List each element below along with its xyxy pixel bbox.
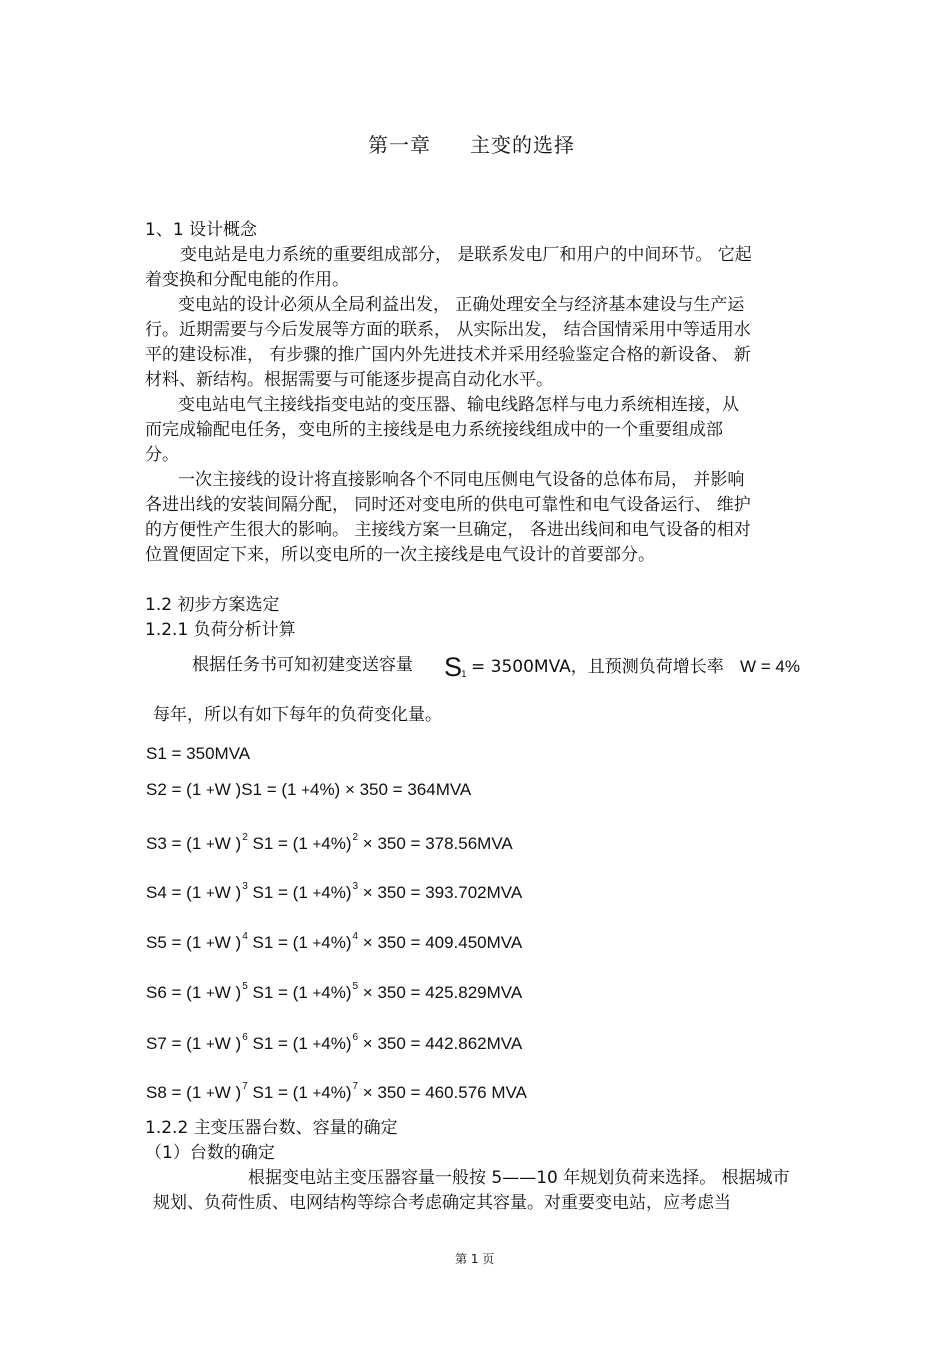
section-heading-1-2: 1.2 初步方案选定 xyxy=(145,595,280,615)
section-heading-1-1: 1、1 设计概念 xyxy=(145,220,258,240)
section-heading-1-2-1: 1.2.1 负荷分析计算 xyxy=(145,620,296,640)
chapter-title: 主变的选择 xyxy=(470,133,575,157)
paragraph-line: 变电站的设计必须从全局利益出发， 正确处理安全与经济基本建设与生产运 xyxy=(178,295,745,315)
paragraph-line: 平的建设标准， 有步骤的推广国内外先进技术并采用经验鉴定合格的新设备、 新 xyxy=(145,345,751,365)
capacity-subscript: 1 xyxy=(461,670,467,680)
paragraph-line: 材料、新结构。根据需要与可能逐步提高自动化水平。 xyxy=(145,370,553,390)
capacity-value: = 3500MVA，且预测负荷增长率 xyxy=(471,657,724,677)
page-number: 第 1 页 xyxy=(455,1252,495,1266)
intro-text: 根据任务书可知初建变送容量 xyxy=(192,655,413,675)
equation-s1: S1 = 350MVA xyxy=(146,744,251,763)
paragraph-line: 各进出线的安装间隔分配， 同时还对变电所的供电可靠性和电气设备运行、 维护 xyxy=(145,495,751,515)
paragraph-line: 着变换和分配电能的作用。 xyxy=(145,270,349,290)
equation-s5: S5 = (1 +W )$^4$ $S1 = (1 +4\%)^4 \times 350 = 409.450MVA$ xyxy=(146,931,523,952)
paragraph-line: 位置便固定下来，所以变电所的一次主接线是电气设计的首要部分。 xyxy=(145,545,655,565)
chapter-number: 第一章 xyxy=(368,133,431,157)
paragraph-line: 规划、负荷性质、电网结构等综合考虑确定其容量。对重要变电站，应考虑当 xyxy=(153,1193,731,1213)
equation-s3: S3 = (1 +W )$^2$ $S1 = (1 +4\%)^2 \times 350 = 378.56MVA$ xyxy=(146,832,513,853)
paragraph-line: 一次主接线的设计将直接影响各个不同电压侧电气设备的总体布局， 并影响 xyxy=(178,470,745,490)
paragraph-line: 变电站是电力系统的重要组成部分， 是联系发电厂和用户的中间环节。 它起 xyxy=(180,245,752,265)
equation-s2: S2 = (1 +W )S1 = (1 +4%) × 350 = 364MVA xyxy=(146,780,472,799)
subheading-count: （1）台数的确定 xyxy=(145,1143,275,1163)
equation-s4: S4 = (1 +W )$^3$ $S1 = (1 +4\%)^3 \times 350 = 393.702MVA$ xyxy=(146,881,523,902)
paragraph-line: 分。 xyxy=(145,445,179,465)
paragraph-line: 行。近期需要与今后发展等方面的联系， 从实际出发， 结合国情采用中等适用水 xyxy=(145,320,751,340)
equation-s6: S6 = (1 +W )$^5$ $S1 = (1 +4\%)^5 \times 350 = 425.829MVA$ xyxy=(146,981,523,1002)
intro-text-continued: 每年，所以有如下每年的负荷变化量。 xyxy=(153,705,442,725)
equation-s8: S8 = (1 +W )$^7$ $S1 = (1 +4\%)^7 \times 350 = 460.576$ MVA xyxy=(146,1081,527,1102)
equation-s7: S7 = (1 +W )$^6$ $S1 = (1 +4\%)^6 \times 350 = 442.862MVA$ xyxy=(146,1032,523,1053)
capacity-symbol: S xyxy=(444,652,463,682)
paragraph-line: 根据变电站主变压器容量一般按 5——10 年规划负荷来选择。 根据城市 xyxy=(248,1168,790,1188)
paragraph-line: 变电站电气主接线指变电站的变压器、输电线路怎样与电力系统相连接，从 xyxy=(178,395,739,415)
paragraph-line: 而完成输配电任务，变电所的主接线是电力系统接线组成中的一个重要组成部 xyxy=(145,420,723,440)
section-heading-1-2-2: 1.2.2 主变压器台数、容量的确定 xyxy=(145,1118,398,1138)
growth-rate: W = 4% xyxy=(740,657,800,676)
paragraph-line: 的方便性产生很大的影响。 主接线方案一旦确定， 各进出线间和电气设备的相对 xyxy=(145,520,751,540)
